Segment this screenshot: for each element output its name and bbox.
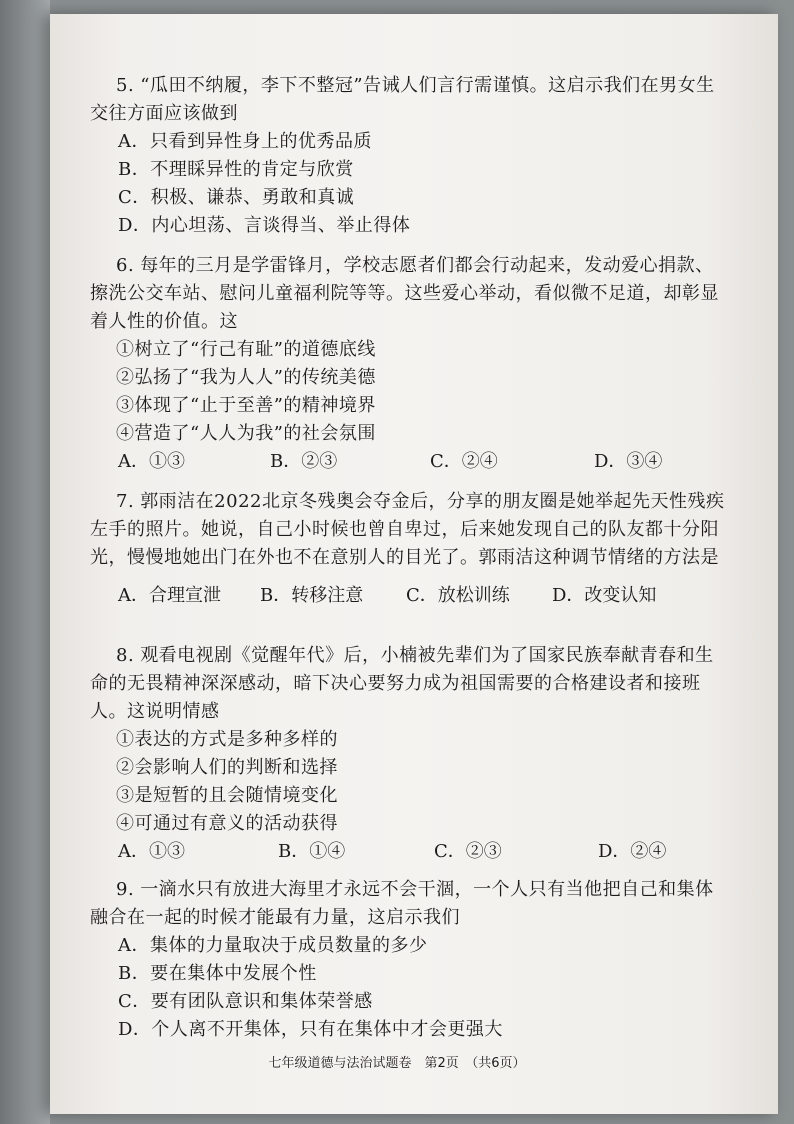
question-9-stem (90, 876, 730, 932)
question-5-stem (90, 72, 730, 128)
question-8-item-3: ③是短暂的且会随情境变化 (116, 785, 338, 806)
question-7-option-a: A．合理宣泄 (118, 585, 221, 606)
scan-shadow (0, 0, 50, 1124)
question-6-option-c: C．②④ (430, 451, 498, 472)
question-5-option-b: B．不理睬异性的肯定与欣赏 (118, 159, 354, 180)
question-6-item-1: ①树立了“行己有耻”的道德底线 (116, 339, 376, 360)
question-7 (90, 488, 730, 610)
question-5-option-c: C．积极、谦恭、勇敢和真诚 (118, 187, 355, 208)
question-6-stem (90, 252, 730, 336)
question-5-text: “瓜田不纳履，李下不整冠”告诫人们言行需谨慎。这启示我们在男女生交往方面应该做到 (90, 75, 715, 124)
question-5-option-a: A．只看到异性身上的优秀品质 (118, 131, 372, 152)
question-6-option-b: B．②③ (270, 451, 338, 472)
question-8-option-b: B．①④ (278, 841, 346, 862)
question-7-option-d: D．改变认知 (552, 585, 657, 606)
question-7-number: 7. (116, 491, 135, 512)
question-6-item-2: ②弘扬了“我为人人”的传统美德 (116, 367, 376, 388)
question-6-item-4: ④营造了“人人为我”的社会氛围 (116, 423, 376, 444)
question-8-number: 8. (116, 645, 135, 666)
question-7-options (90, 582, 730, 610)
page-footer: 七年级道德与法治试题卷 第2页 （共6页） (268, 1056, 526, 1071)
question-5 (90, 72, 730, 240)
question-8-text: 观看电视剧《觉醒年代》后，小楠被先辈们为了国家民族奉献青春和生命的无畏精神深深感动，暗下决心要努力成为祖国需要的合格建设者和接班人。这说明情感 (90, 645, 714, 722)
question-9-option-a: A．集体的力量取决于成员数量的多少 (118, 935, 428, 956)
question-6-number: 6. (116, 255, 135, 276)
question-8-item-4: ④可通过有意义的活动获得 (116, 813, 338, 834)
question-5-number: 5. (116, 75, 135, 96)
question-7-option-b: B．转移注意 (260, 585, 364, 606)
question-6-option-a: A．①③ (118, 451, 185, 472)
question-9-number: 9. (116, 879, 135, 900)
question-8-option-c: C．②③ (434, 841, 502, 862)
question-6-item-3: ③体现了“止于至善”的精神境界 (116, 395, 376, 416)
question-6-option-d: D．③④ (594, 451, 663, 472)
question-8-item-1: ①表达的方式是多种多样的 (116, 729, 338, 750)
question-7-text: 郭雨洁在2022北京冬残奥会夺金后，分享的朋友圈是她举起先天性残疾左手的照片。她说，自己小时候也曾自卑过，后来她发现自己的队友都十分阳光，慢慢地她出门在外也不在意别人的目光了。郭雨洁这种调节情绪的方法是 (90, 491, 725, 568)
question-7-stem (90, 488, 730, 572)
question-9-option-b: B．要在集体中发展个性 (118, 963, 317, 984)
question-8-option-d: D．②④ (598, 841, 667, 862)
question-6 (90, 252, 730, 476)
question-9-option-c: C．要有团队意识和集体荣誉感 (118, 991, 373, 1012)
question-9 (90, 876, 730, 1044)
question-5-option-d: D．内心坦荡、言谈得当、举止得体 (118, 215, 411, 236)
question-8-item-2: ②会影响人们的判断和选择 (116, 757, 338, 778)
question-9-text: 一滴水只有放进大海里才永远不会干涸，一个人只有当他把自己和集体融合在一起的时候才能最有力量，这启示我们 (90, 879, 714, 928)
question-8-stem (90, 642, 730, 726)
question-9-option-d: D．个人离不开集体，只有在集体中才会更强大 (118, 1019, 503, 1040)
question-7-option-c: C．放松训练 (406, 585, 510, 606)
question-8-options (90, 838, 730, 866)
question-6-options (90, 448, 730, 476)
question-8-option-a: A．①③ (118, 841, 185, 862)
question-6-text: 每年的三月是学雷锋月，学校志愿者们都会行动起来，发动爱心捐款、擦洗公交车站、慰问儿童福利院等等。这些爱心举动，看似微不足道，却彰显着人性的价值。这 (90, 255, 719, 332)
question-8 (90, 642, 730, 866)
